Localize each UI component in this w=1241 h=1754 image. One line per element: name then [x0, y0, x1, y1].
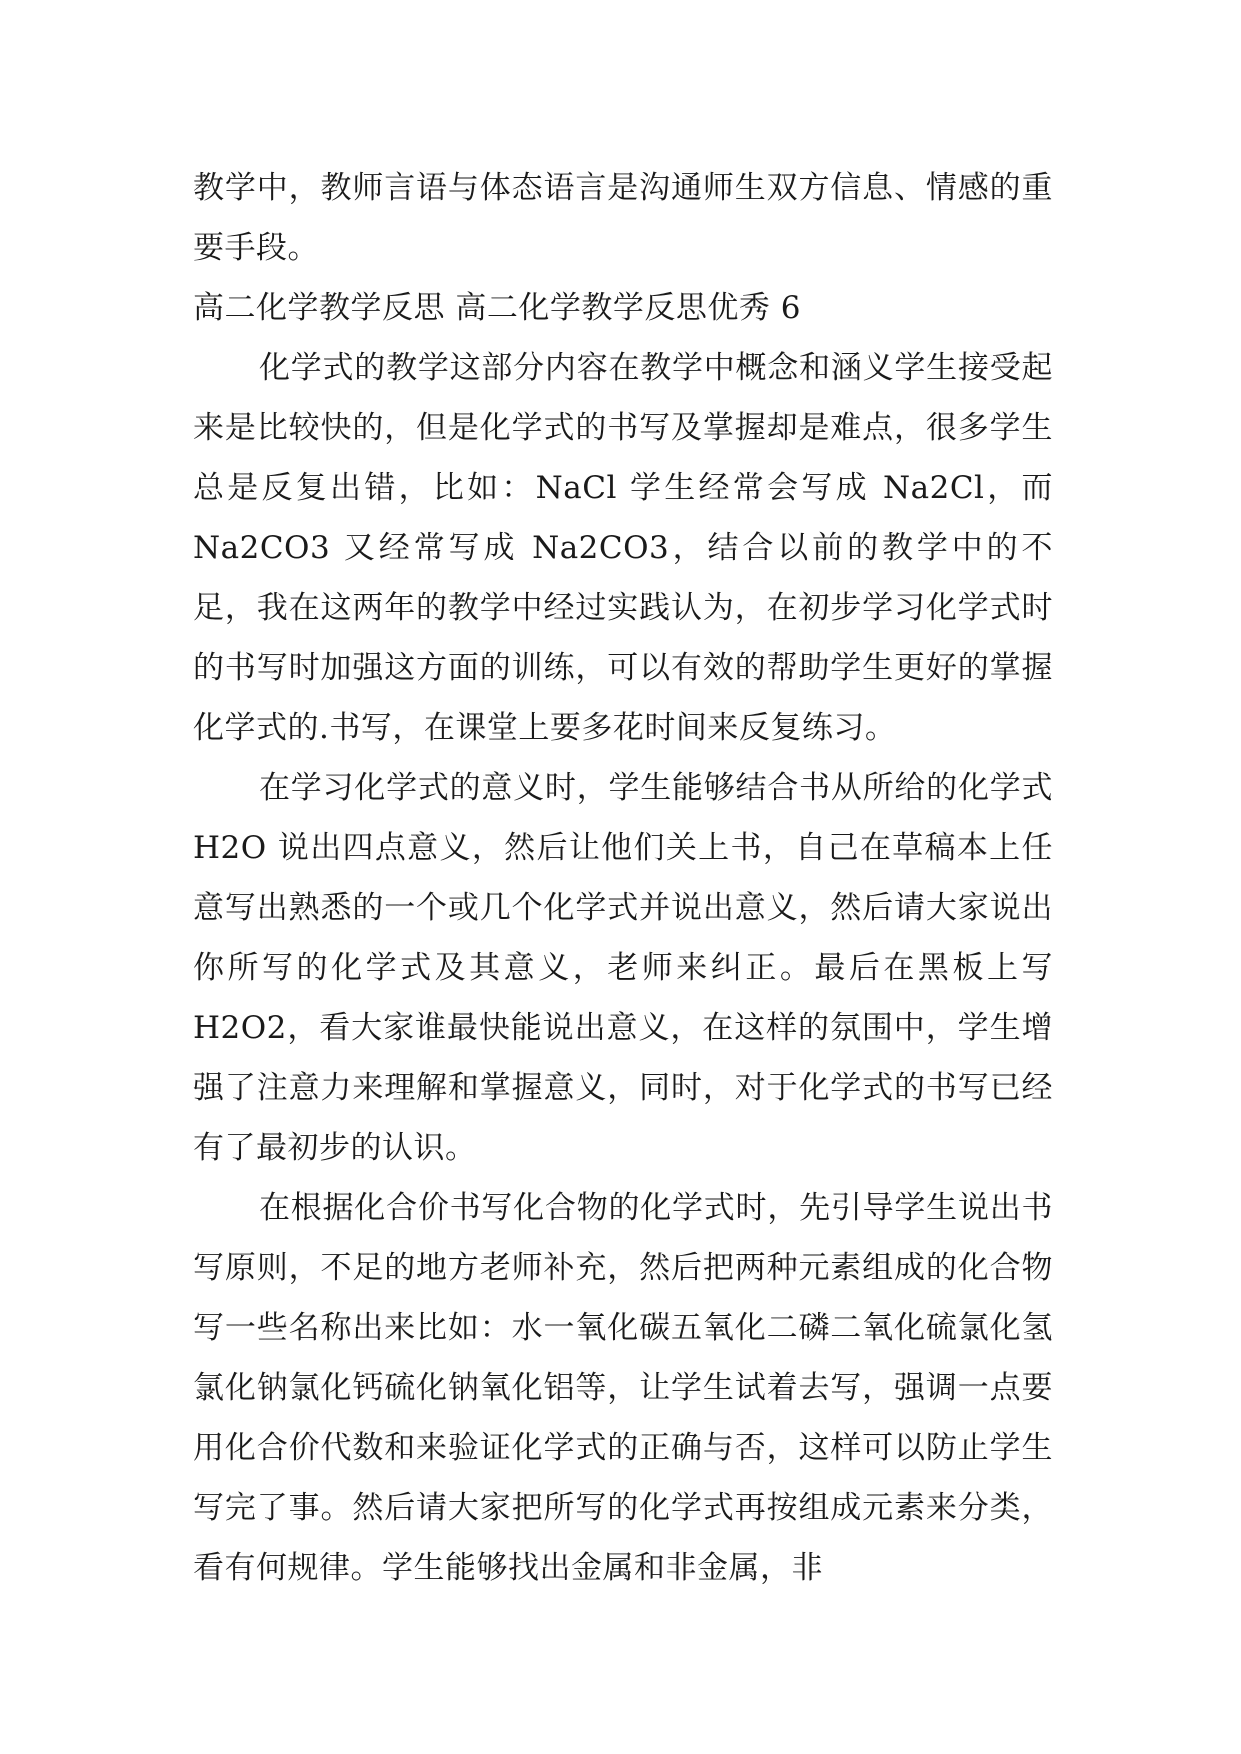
section-heading: 高二化学教学反思 高二化学教学反思优秀 6 [193, 290, 801, 326]
body-paragraph-2: 在学习化学式的意义时，学生能够结合书从所给的化学式 H2O 说出四点意义，然后让他们关上书，自己在草稿本上任意写出熟悉的一个或几个化学式并说出意义，然后请大家说出你所写的化学式及其意义，老师来纠正。最后在黑板上写 H2O2，看大家谁最快能说出意义，在这样的氛围中，学生增强了注意力来理解和掌握意义，同时，对于化学式的书写已经有了最初步的认识。 [193, 770, 1053, 1166]
document-body [193, 158, 1053, 1598]
body-paragraph-3: 在根据化合价书写化合物的化学式时，先引导学生说出书写原则，不足的地方老师补充，然后把两种元素组成的化合物写一些名称出来比如：水一氧化碳五氧化二磷二氧化硫氯化氢氯化钠氯化钙硫化钠氧化铝等，让学生试着去写，强调一点要用化合价代数和来验证化学式的正确与否，这样可以防止学生写完了事。然后请大家把所写的化学式再按组成元素来分类，看有何规律。学生能够找出金属和非金属，非 [193, 1190, 1053, 1586]
body-paragraph-1: 化学式的教学这部分内容在教学中概念和涵义学生接受起来是比较快的，但是化学式的书写及掌握却是难点，很多学生总是反复出错，比如：NaCl 学生经常会写成 Na2Cl，而 Na2CO3 又经常写成 Na2CO3，结合以前的教学中的不足，我在这两年的教学中经过实践认为，在初步学习化学式时的书写时加强这方面的训练，可以有效的帮助学生更好的掌握化学式的.书写，在课堂上要多花时间来反复练习。 [193, 350, 1053, 746]
continued-paragraph: 教学中，教师言语与体态语言是沟通师生双方信息、情感的重要手段。 [193, 170, 1053, 266]
